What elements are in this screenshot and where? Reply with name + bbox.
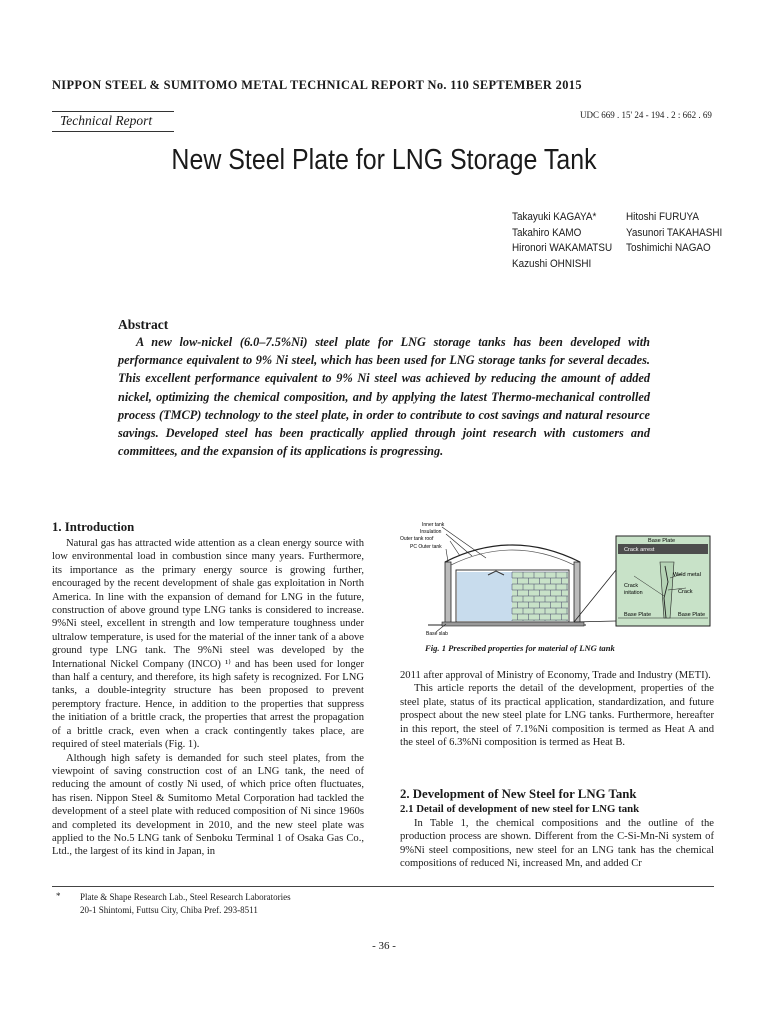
- label-base-plate-right: Base Plate: [678, 612, 706, 618]
- author-name: Takahiro KAMO: [512, 226, 582, 239]
- author-name: Hitoshi FURUYA: [626, 211, 699, 223]
- footnote-line-2: 20-1 Shintomi, Futtsu City, Chiba Pref. 293-8511: [80, 905, 258, 915]
- label-outer-roof: Outer tank roof: [400, 536, 434, 542]
- author-name: Yasunori TAKAHASHI: [626, 226, 723, 239]
- label-inner-tank: Inner tank: [422, 522, 445, 528]
- label-crack-arrest: Crack arrest: [624, 547, 655, 553]
- journal-header: NIPPON STEEL & SUMITOMO METAL TECHNICAL REPORT No. 110 SEPTEMBER 2015: [52, 78, 582, 92]
- page-number: - 36 -: [372, 940, 396, 952]
- right-paragraph-3: In Table 1, the chemical compositions and the outline of the production process are shown. Different from the C-Si-Mn-Ni system of 9%Ni steel compositions, new steel for an LNG tank has the chemical compositions of reduced Ni, increased Mn, and added Cr: [400, 818, 714, 870]
- footnote-mark: *: [56, 891, 61, 901]
- outer-wall-left: [445, 562, 451, 624]
- abstract-body: [118, 333, 650, 460]
- intro-paragraph-1: Natural gas has attracted wide attention as a clean energy source with low environmental load in combustion since many years. Furthermore, its importance as the primary energy source is growing further, encouraged by the recent development of shale gas exploitation in North America. In line with the expansion of demand for LNG in the future, construction of above ground type LNG tanks is considered to increase. 9%Ni steel, excellent in strength and low temperature toughness under ultralow temperature, is used for the material of the inner tank of a above ground type LNG tank. The 9%Ni steel was developed by the International Nickel Company (INCO) ¹⁾ and has been used for longer than half a century, and therefore, its high safety is recognized. For LNG tanks, a double-integrity structure has been proposed to prevent peremptory fracture. Hence, in addition to the properties that suppress the initiation of a brittle crack, the properties that arrest the propagation of a brittle crack, even when a crack contingently takes place, are required of steel materials (Fig. 1).: [52, 538, 364, 751]
- label-base-slab: Base slab: [426, 631, 448, 637]
- figure-1: [398, 518, 718, 640]
- introduction-body: [52, 537, 364, 859]
- author-name: Takayuki KAGAYA*: [512, 211, 597, 223]
- label-base-plate-left: Base Plate: [624, 612, 652, 618]
- authors-right: [626, 210, 722, 257]
- label-base-plate-top: Base Plate: [648, 538, 676, 544]
- subsection-heading-2-1: 2.1 Detail of development of new steel for LNG tank: [400, 803, 640, 815]
- label-insulation: Insulation: [420, 529, 442, 535]
- lng-tank-diagram: [398, 518, 718, 640]
- report-type-label: Technical Report: [60, 113, 153, 128]
- right-paragraph-2: This article reports the detail of the development, properties of the steel plate, status of its practical application, standardization, and future prospect about the new steel plate for LNG tanks. Furthermore, hereafter in this report, the steel of 7.1%Ni composition is termed as Heat A and the steel of 6.3%Ni composition is termed as Heat B.: [400, 683, 714, 749]
- footnote-text: [80, 891, 291, 917]
- outer-wall-right: [574, 562, 580, 624]
- intro-paragraph-2: Although high safety is demanded for such steel plates, from the viewpoint of saving construction cost of an LNG tank, the need of reducing the amount of costly Ni used, of which price often fluctuates, has risen. Nippon Steel & Sumitomo Metal Corporation had tackled the development of a steel plate with reduced composition of Ni since 1960s and completed its development in 2010, and the new steel plate was applied to the No.5 LNG tank of Senboku Terminal 1 of Osaka Gas Co., Ltd., the largest of its kind in Japan, in: [52, 752, 364, 858]
- report-type-rule-bottom: [52, 131, 174, 132]
- base-slab: [442, 622, 584, 626]
- right-column-top: [400, 669, 714, 749]
- author-name: Hironori WAKAMATSU: [512, 242, 613, 254]
- author-name: Toshimichi NAGAO: [626, 242, 711, 254]
- right-paragraph-1: 2011 after approval of Ministry of Economy, Trade and Industry (METI).: [400, 670, 711, 681]
- right-column-bottom: [400, 817, 714, 871]
- detail-box: [616, 536, 710, 626]
- author-name: Kazushi OHNISHI: [512, 257, 592, 270]
- abstract-text: A new low-nickel (6.0–7.5%Ni) steel plate for LNG storage tanks has been developed with performance equivalent to 9% Ni steel, which has been used for LNG storage tanks for several decades. This excellent performance equivalent to 9% Ni steel was achieved by reducing the amount of added nickel, optimizing the chemical composition, and by applying the latest Thermo-mechanical controlled process (TMCP) technology to the steel plate, in order to contribute to cost savings and natural resource savings. Developed steel has been practically applied through joint research with customers and committees, and the expansion of its applications is progressing.: [118, 335, 650, 459]
- udc-code: UDC 669 . 15' 24 - 194 . 2 : 662 . 69: [580, 110, 712, 120]
- footnote-rule: [52, 886, 714, 887]
- label-crack: Crack: [678, 589, 693, 595]
- section-heading-2: 2. Development of New Steel for LNG Tank: [400, 787, 637, 801]
- report-type-rule-top: [52, 111, 174, 112]
- paper-title: New Steel Plate for LNG Storage Tank: [171, 144, 597, 176]
- footnote-line-1: Plate & Shape Research Lab., Steel Research Laboratories: [80, 892, 291, 902]
- label-weld-metal: Weld metal: [673, 572, 701, 578]
- section-heading-introduction: 1. Introduction: [52, 520, 135, 534]
- label-crack-initiation: Crack initation: [624, 583, 643, 596]
- shell-plate-area: [512, 572, 568, 621]
- outer-roof: [445, 545, 580, 562]
- shell-plate-grid: [512, 572, 568, 621]
- abstract-heading: Abstract: [118, 317, 169, 332]
- label-pc-outer: PC Outer tank: [410, 544, 442, 550]
- figure-1-caption: Fig. 1 Prescribed properties for material of LNG tank: [425, 643, 615, 653]
- authors-left: [512, 210, 612, 272]
